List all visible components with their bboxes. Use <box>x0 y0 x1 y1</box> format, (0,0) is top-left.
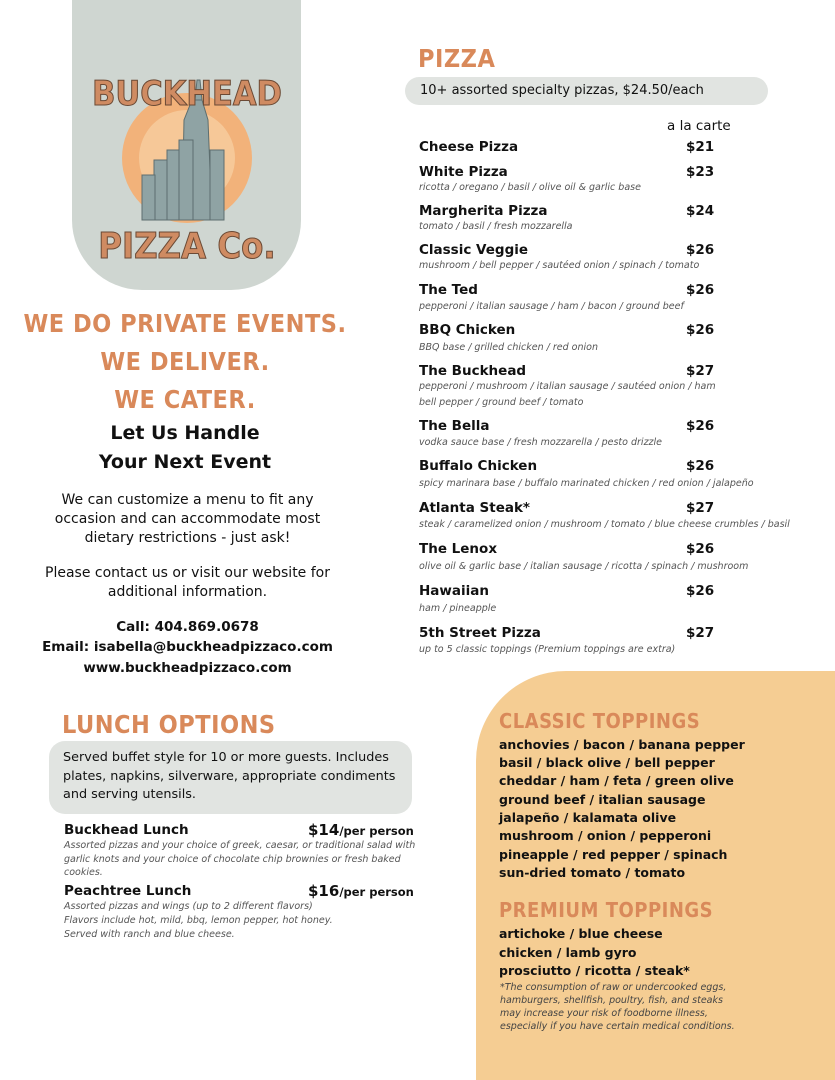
pizza-desc: ricotta / oregano / basil / olive oil & garlic base <box>419 182 641 193</box>
premium-toppings-title: PREMIUM TOPPINGS <box>499 898 714 922</box>
pizza-name: Cheese Pizza <box>419 139 519 155</box>
pizza-desc: steak / caramelized onion / mushroom / tomato / blue cheese crumbles / basil <box>419 519 790 530</box>
pizza-banner: 10+ assorted specialty pizzas, $24.50/each <box>405 77 768 105</box>
pizza-desc: vodka sauce base / fresh mozzarella / pesto drizzle <box>419 437 663 448</box>
pizza-name: The Buckhead <box>419 363 527 379</box>
lunch-unit: /per person <box>339 824 414 838</box>
customize-paragraph: We can customize a menu to fit any occasion and can accommodate most dietary restrictions - just ask! <box>54 492 321 546</box>
pizza-name: The Lenox <box>419 541 498 557</box>
pizza-desc: olive oil & garlic base / italian sausage / ricotta / spinach / mushroom <box>419 561 749 572</box>
premium-topping-line: chicken / lamb gyro <box>499 945 637 960</box>
email-address[interactable]: Email: isabella@buckheadpizzaco.com <box>42 639 333 655</box>
pizza-price: $27 <box>686 625 715 641</box>
website-link[interactable]: www.buckheadpizzaco.com <box>83 660 292 676</box>
pizza-price: $26 <box>686 418 715 434</box>
pizza-name: 5th Street Pizza <box>419 625 541 641</box>
logo-text-top: BUCKHEAD <box>92 74 282 114</box>
pizza-desc: spicy marinara base / buffalo marinated chicken / red onion / jalapeño <box>419 478 754 489</box>
pizza-desc: mushroom / bell pepper / sautéed onion / spinach / tomato <box>419 260 700 271</box>
lunch-desc: Assorted pizzas and wings (up to 2 different flavors) <box>64 901 313 912</box>
lunch-desc: Served with ranch and blue cheese. <box>64 929 235 940</box>
pizza-name: The Ted <box>419 282 478 298</box>
lunch-price: $16 <box>308 882 340 900</box>
pizza-name: Atlanta Steak* <box>419 500 530 516</box>
pizza-price: $26 <box>686 242 715 258</box>
pizza-desc: tomato / basil / fresh mozzarella <box>419 221 573 232</box>
pizza-desc: BBQ base / grilled chicken / red onion <box>419 342 598 353</box>
lunch-banner: Served buffet style for 10 or more guests. Includes plates, napkins, silverware, appropriate condiments and serving utensils. <box>49 741 412 814</box>
food-safety-note: *The consumption of raw or undercooked eggs, hamburgers, shellfish, poultry, fish, and steaks may increase your risk of foodborne illness, especially if you have certain medical conditions. <box>500 982 735 1032</box>
pizza-name: Classic Veggie <box>419 242 529 258</box>
lunch-price-group <box>308 820 414 839</box>
pizza-title: PIZZA <box>418 44 496 73</box>
pizza-name: Hawaiian <box>419 583 489 599</box>
buckhead-skyline-logo <box>72 0 301 290</box>
pizza-name: Buffalo Chicken <box>419 458 538 474</box>
classic-topping-line: mushroom / onion / pepperoni <box>499 828 712 843</box>
pizza-price: $26 <box>686 541 715 557</box>
pizza-price: $26 <box>686 322 715 338</box>
lunch-name: Buckhead Lunch <box>64 822 189 838</box>
classic-toppings-title: CLASSIC TOPPINGS <box>499 709 701 733</box>
lunch-price-group <box>308 881 414 900</box>
logo-panel <box>72 0 301 290</box>
classic-topping-line: cheddar / ham / feta / green olive <box>499 773 734 788</box>
pizza-price: $26 <box>686 458 715 474</box>
classic-topping-line: ground beef / italian sausage <box>499 792 706 807</box>
logo-text-bottom: PIZZA Co. <box>98 226 276 267</box>
a-la-carte-header: a la carte <box>667 118 731 134</box>
pizza-desc: ham / pineapple <box>419 603 497 614</box>
lunch-title: LUNCH OPTIONS <box>62 710 276 739</box>
premium-topping-line: prosciutto / ricotta / steak* <box>499 963 690 978</box>
pizza-price: $27 <box>686 500 715 516</box>
pizza-name: BBQ Chicken <box>419 322 516 338</box>
pizza-price: $26 <box>686 583 715 599</box>
contact-paragraph: Please contact us or visit our website for additional information. <box>45 565 330 600</box>
headline-deliver: WE DELIVER. <box>100 347 270 376</box>
classic-topping-line: pineapple / red pepper / spinach <box>499 847 728 862</box>
headline-private-events: WE DO PRIVATE EVENTS. <box>23 309 347 338</box>
pizza-price: $26 <box>686 282 715 298</box>
pizza-price: $23 <box>686 164 715 180</box>
subheadline-line1: Let Us Handle <box>110 422 260 444</box>
classic-topping-line: basil / black olive / bell pepper <box>499 755 715 770</box>
pizza-name: Margherita Pizza <box>419 203 548 219</box>
pizza-desc: pepperoni / italian sausage / ham / bacon / ground beef <box>419 301 684 312</box>
pizza-name: The Bella <box>419 418 490 434</box>
classic-topping-line: sun-dried tomato / tomato <box>499 865 686 880</box>
lunch-desc: Assorted pizzas and your choice of greek, caesar, or traditional salad with garlic knots and your choice of chocolate chip brownies or fresh baked cookies. <box>64 840 416 878</box>
lunch-name: Peachtree Lunch <box>64 883 192 899</box>
pizza-desc: pepperoni / mushroom / italian sausage / sautéed onion / ham <box>419 381 716 392</box>
lunch-unit: /per person <box>339 885 414 899</box>
pizza-desc-cont: bell pepper / ground beef / tomato <box>419 397 584 408</box>
lunch-price: $14 <box>308 821 340 839</box>
subheadline-line2: Your Next Event <box>98 451 272 473</box>
pizza-price: $24 <box>686 203 715 219</box>
premium-topping-line: artichoke / blue cheese <box>499 926 663 941</box>
pizza-desc: up to 5 classic toppings (Premium toppings are extra) <box>419 644 676 655</box>
pizza-name: White Pizza <box>419 164 508 180</box>
pizza-price: $27 <box>686 363 715 379</box>
classic-topping-line: jalapeño / kalamata olive <box>499 810 677 825</box>
headline-cater: WE CATER. <box>114 385 256 414</box>
classic-topping-line: anchovies / bacon / banana pepper <box>499 737 745 752</box>
phone-number[interactable]: Call: 404.869.0678 <box>116 619 259 635</box>
lunch-desc: Flavors include hot, mild, bbq, lemon pepper, hot honey. <box>64 915 333 926</box>
pizza-price: $21 <box>686 139 715 155</box>
